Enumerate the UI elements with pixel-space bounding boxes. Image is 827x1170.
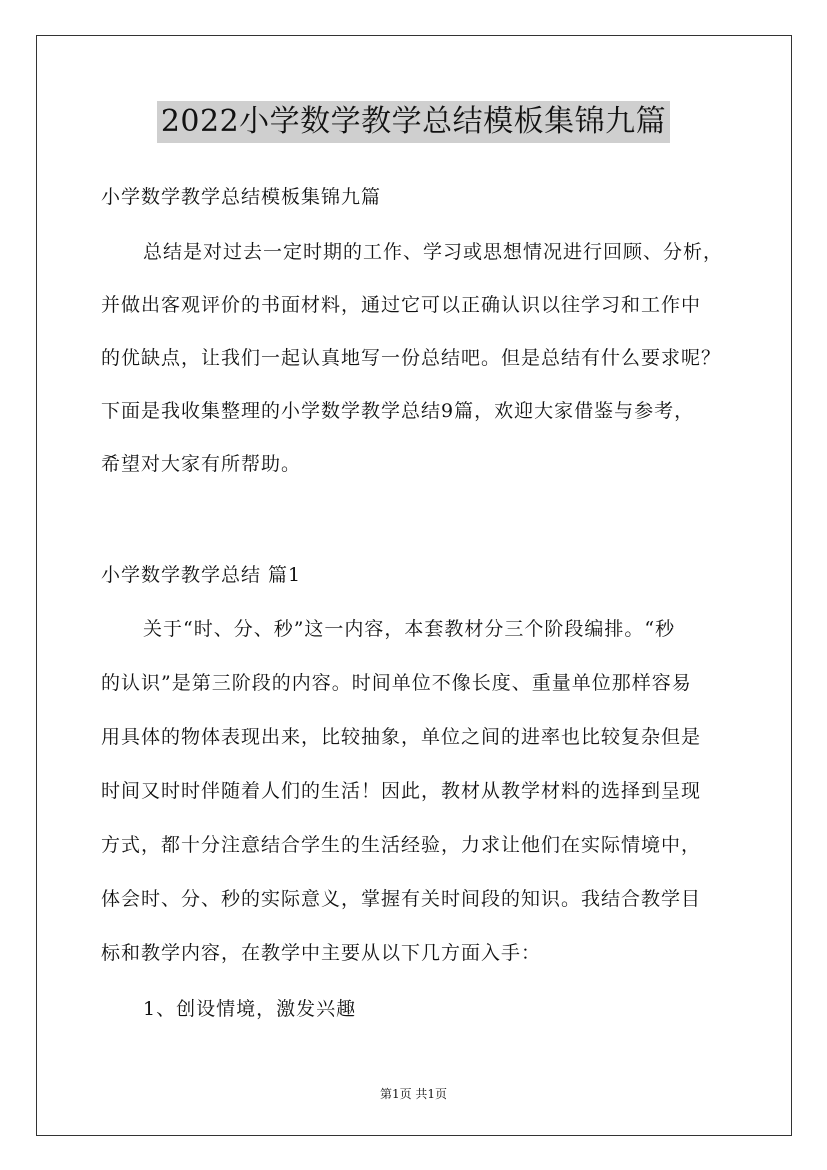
section-heading: 小学数学教学总结 篇1	[101, 564, 302, 586]
document-title: 2022小学数学教学总结模板集锦九篇	[157, 101, 670, 143]
section-line-6: 体会时、分、秒的实际意义，掌握有关时间段的知识。我结合教学目	[101, 888, 702, 910]
section-line-4: 时间又时时伴随着人们的生活！因此，教材从教学材料的选择到呈现	[101, 780, 702, 802]
intro-line-3: 的优缺点，让我们一起认真地写一份总结吧。但是总结有什么要求呢？	[101, 347, 722, 369]
intro-line-4: 下面是我收集整理的小学数学教学总结9篇，欢迎大家借鉴与参考，	[101, 400, 695, 422]
page-footer: 第1页 共1页	[379, 1087, 448, 1101]
list-item-1: 1、创设情境，激发兴趣	[143, 998, 357, 1020]
section-line-3: 用具体的物体表现出来，比较抽象，单位之间的进率也比较复杂但是	[101, 726, 702, 748]
section-line-2: 的认识”是第三阶段的内容。时间单位不像长度、重量单位那样容易	[101, 672, 692, 694]
document-subtitle: 小学数学教学总结模板集锦九篇	[101, 186, 382, 208]
section-line-5: 方式，都十分注意结合学生的生活经验，力求让他们在实际情境中，	[101, 834, 702, 856]
section-line-7: 标和教学内容，在教学中主要从以下几方面入手：	[101, 942, 542, 964]
intro-line-2: 并做出客观评价的书面材料，通过它可以正确认识以往学习和工作中	[101, 294, 702, 316]
title-container	[0, 101, 827, 143]
intro-line-1: 总结是对过去一定时期的工作、学习或思想情况进行回顾、分析，	[143, 241, 724, 263]
section-line-1: 关于“时、分、秒”这一内容，本套教材分三个阶段编排。“秒	[143, 618, 676, 640]
intro-line-5: 希望对大家有所帮助。	[101, 453, 302, 475]
